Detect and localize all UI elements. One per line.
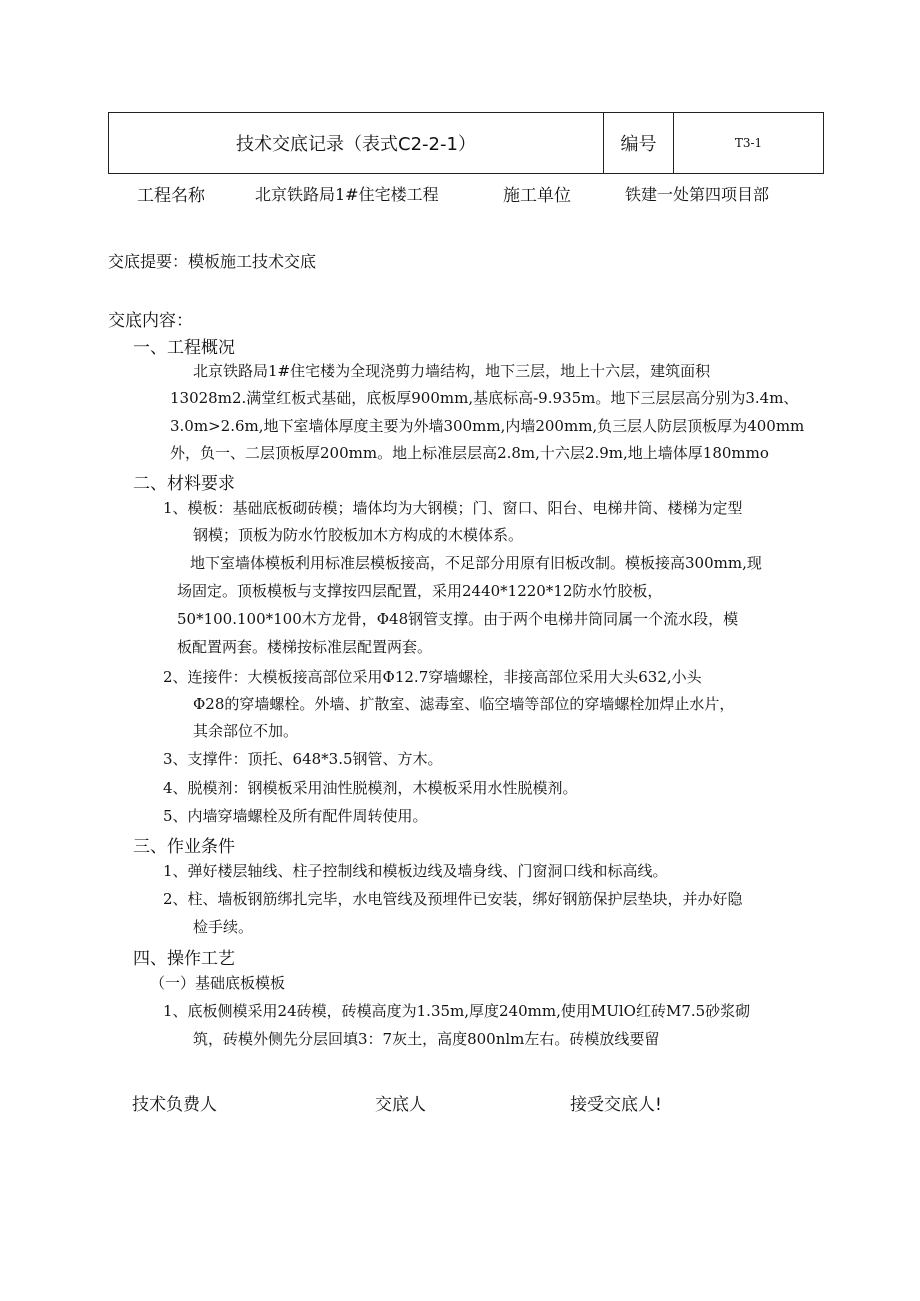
summary-line xyxy=(108,249,316,272)
overview-line: 北京铁路局1#住宅楼为全现浇剪力墙结构，地下三层，地上十六层，建筑面积 xyxy=(193,362,711,380)
overview-line: 外，负一、二层顶板厚200mm。地上标准层层高2.8m,十六层2.9m,地上墙体厚180mmo xyxy=(170,444,769,462)
construction-unit-value: 铁建一处第四项目部 xyxy=(625,185,770,204)
discloser-signature-label: 交底人 xyxy=(375,1095,426,1115)
materials-line: 4、脱模剂：钢模板采用油性脱模剂，木模板采用水性脱模剂。 xyxy=(163,779,578,797)
number-value: T3-1 xyxy=(734,136,763,150)
materials-line: 板配置两套。楼梯按标准层配置两套。 xyxy=(177,638,433,656)
overview-line: 13028m2.满堂红板式基础，底板厚900mm,基底标高-9.935m。地下三层层高分别为3.4m、 xyxy=(170,389,799,407)
project-info-row xyxy=(0,181,920,207)
process-line: 筑，砖模外侧先分层回填3：7灰土，高度800nlm左右。砖模放线要留 xyxy=(193,1030,660,1048)
materials-line: 钢模；顶板为防水竹胶板加木方构成的木模体系。 xyxy=(193,526,524,544)
materials-line: 3、支撑件：顶托、648*3.5钢管、方木。 xyxy=(163,750,443,768)
materials-line: 场固定。顶板模板与支撑按四层配置，采用2440*1220*12防水竹胶板， xyxy=(177,582,663,600)
section-heading-conditions: 三、作业条件 xyxy=(133,837,235,857)
process-subheading: （一）基础底板模板 xyxy=(150,974,286,992)
summary-label: 交底提要： xyxy=(108,252,189,271)
section-heading-materials: 二、材料要求 xyxy=(133,474,235,494)
content-label: 交底内容： xyxy=(108,311,193,331)
section-heading-process: 四、操作工艺 xyxy=(133,949,235,969)
overview-line: 3.0m>2.6m,地下室墙体厚度主要为外墙300mm,内墙200mm,负三层人防层顶板厚为400mm xyxy=(170,417,805,435)
header-table xyxy=(108,112,824,174)
materials-line: 2、连接件：大模板接高部位采用Φ12.7穿墙螺栓，非接高部位采用大头632,小头 xyxy=(163,668,702,686)
project-name-value: 北京铁路局1#住宅楼工程 xyxy=(255,185,439,204)
tech-lead-signature-label: 技术负费人 xyxy=(132,1095,217,1115)
summary-value: 模板施工技术交底 xyxy=(188,252,317,271)
materials-line: 1、模板：基础底板砌砖模；墙体均为大钢模；门、窗口、阳台、电梯井筒、楼梯为定型 xyxy=(163,499,743,517)
materials-line: 5、内墙穿墙螺栓及所有配件周转使用。 xyxy=(163,807,428,825)
materials-line: Φ28的穿墙螺栓。外墙、扩散室、滤毒室、临空墙等部位的穿墙螺栓加焊止水片， xyxy=(193,695,735,713)
project-name-label: 工程名称 xyxy=(137,186,205,206)
process-line: 1、底板侧模采用24砖模，砖模高度为1.35m,厚度240mm,使用MUlO红砖M7.5砂浆砌 xyxy=(163,1002,751,1020)
materials-line: 地下室墙体模板利用标准层模板接高，不足部分用原有旧板改制。模板接高300mm,现 xyxy=(190,554,762,572)
conditions-line: 1、弹好楼层轴线、柱子控制线和模板边线及墙身线、门窗洞口线和标高线。 xyxy=(163,862,668,880)
materials-line: 50*100.100*100木方龙骨，Φ48钢管支撑。由于两个电梯井筒同属一个流水段，模 xyxy=(177,610,739,628)
form-title: 技术交底记录（表式C2-2-1） xyxy=(109,113,604,173)
construction-unit-label: 施工单位 xyxy=(503,186,571,206)
materials-line: 其余部位不加。 xyxy=(193,722,299,740)
receiver-signature-label: 接受交底人! xyxy=(570,1095,662,1115)
conditions-line: 检手续。 xyxy=(193,918,254,936)
section-heading-overview: 一、工程概况 xyxy=(133,338,235,358)
number-label: 编号 xyxy=(604,113,674,173)
conditions-line: 2、柱、墙板钢筋绑扎完毕，水电管线及预埋件已安装，绑好钢筋保护层垫块，并办好隐 xyxy=(163,890,743,908)
